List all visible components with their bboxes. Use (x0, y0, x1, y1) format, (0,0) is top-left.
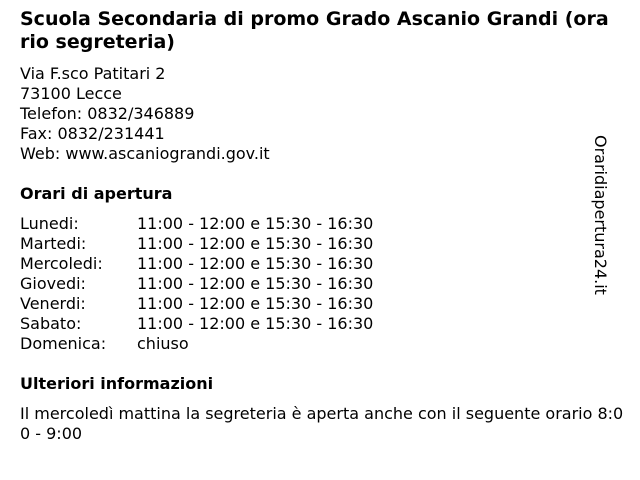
hours-row-thursday (20, 274, 610, 294)
hours-value: 11:00 - 12:00 e 15:30 - 16:30 (137, 234, 374, 253)
hours-value: 11:00 - 12:00 e 15:30 - 16:30 (137, 294, 374, 313)
day-label: Martedi: (20, 234, 87, 253)
fax-number: Fax: 0832/231441 (20, 124, 165, 143)
hours-value: 11:00 - 12:00 e 15:30 - 16:30 (137, 254, 374, 273)
hours-row-friday (20, 294, 610, 314)
day-label: Venerdi: (20, 294, 86, 313)
street-address: Via F.sco Patitari 2 (20, 64, 166, 83)
hours-row-saturday (20, 314, 610, 334)
school-info-page (20, 8, 624, 444)
hours-row-wednesday (20, 254, 610, 274)
opening-hours-table (20, 214, 610, 354)
phone-number: Telefon: 0832/346889 (20, 104, 195, 123)
additional-info-heading: Ulteriori informazioni (20, 374, 214, 393)
page-title: Scuola Secondaria di promo Grado Ascanio Grandi (orario segreteria) (20, 8, 609, 53)
hours-row-monday (20, 214, 610, 234)
day-label: Domenica: (20, 334, 107, 353)
day-label: Lunedi: (20, 214, 79, 233)
day-label: Giovedi: (20, 274, 86, 293)
website: Web: www.ascaniograndi.gov.it (20, 144, 270, 163)
day-label: Mercoledi: (20, 254, 103, 273)
hours-value: 11:00 - 12:00 e 15:30 - 16:30 (137, 314, 374, 333)
address-block (20, 64, 610, 164)
hours-value: 11:00 - 12:00 e 15:30 - 16:30 (137, 214, 374, 233)
hours-row-tuesday (20, 234, 610, 254)
side-brand-label: Oraridiapertura24.it (591, 135, 610, 295)
hours-value: chiuso (137, 334, 189, 353)
city-address: 73100 Lecce (20, 84, 122, 103)
hours-value: 11:00 - 12:00 e 15:30 - 16:30 (137, 274, 374, 293)
additional-info-text: Il mercoledì mattina la segreteria è aperta anche con il seguente orario 8:00 - 9:00 (20, 404, 624, 443)
opening-hours-heading: Orari di apertura (20, 184, 173, 203)
hours-row-sunday (20, 334, 610, 354)
side-brand-watermark (591, 135, 624, 310)
day-label: Sabato: (20, 314, 82, 333)
